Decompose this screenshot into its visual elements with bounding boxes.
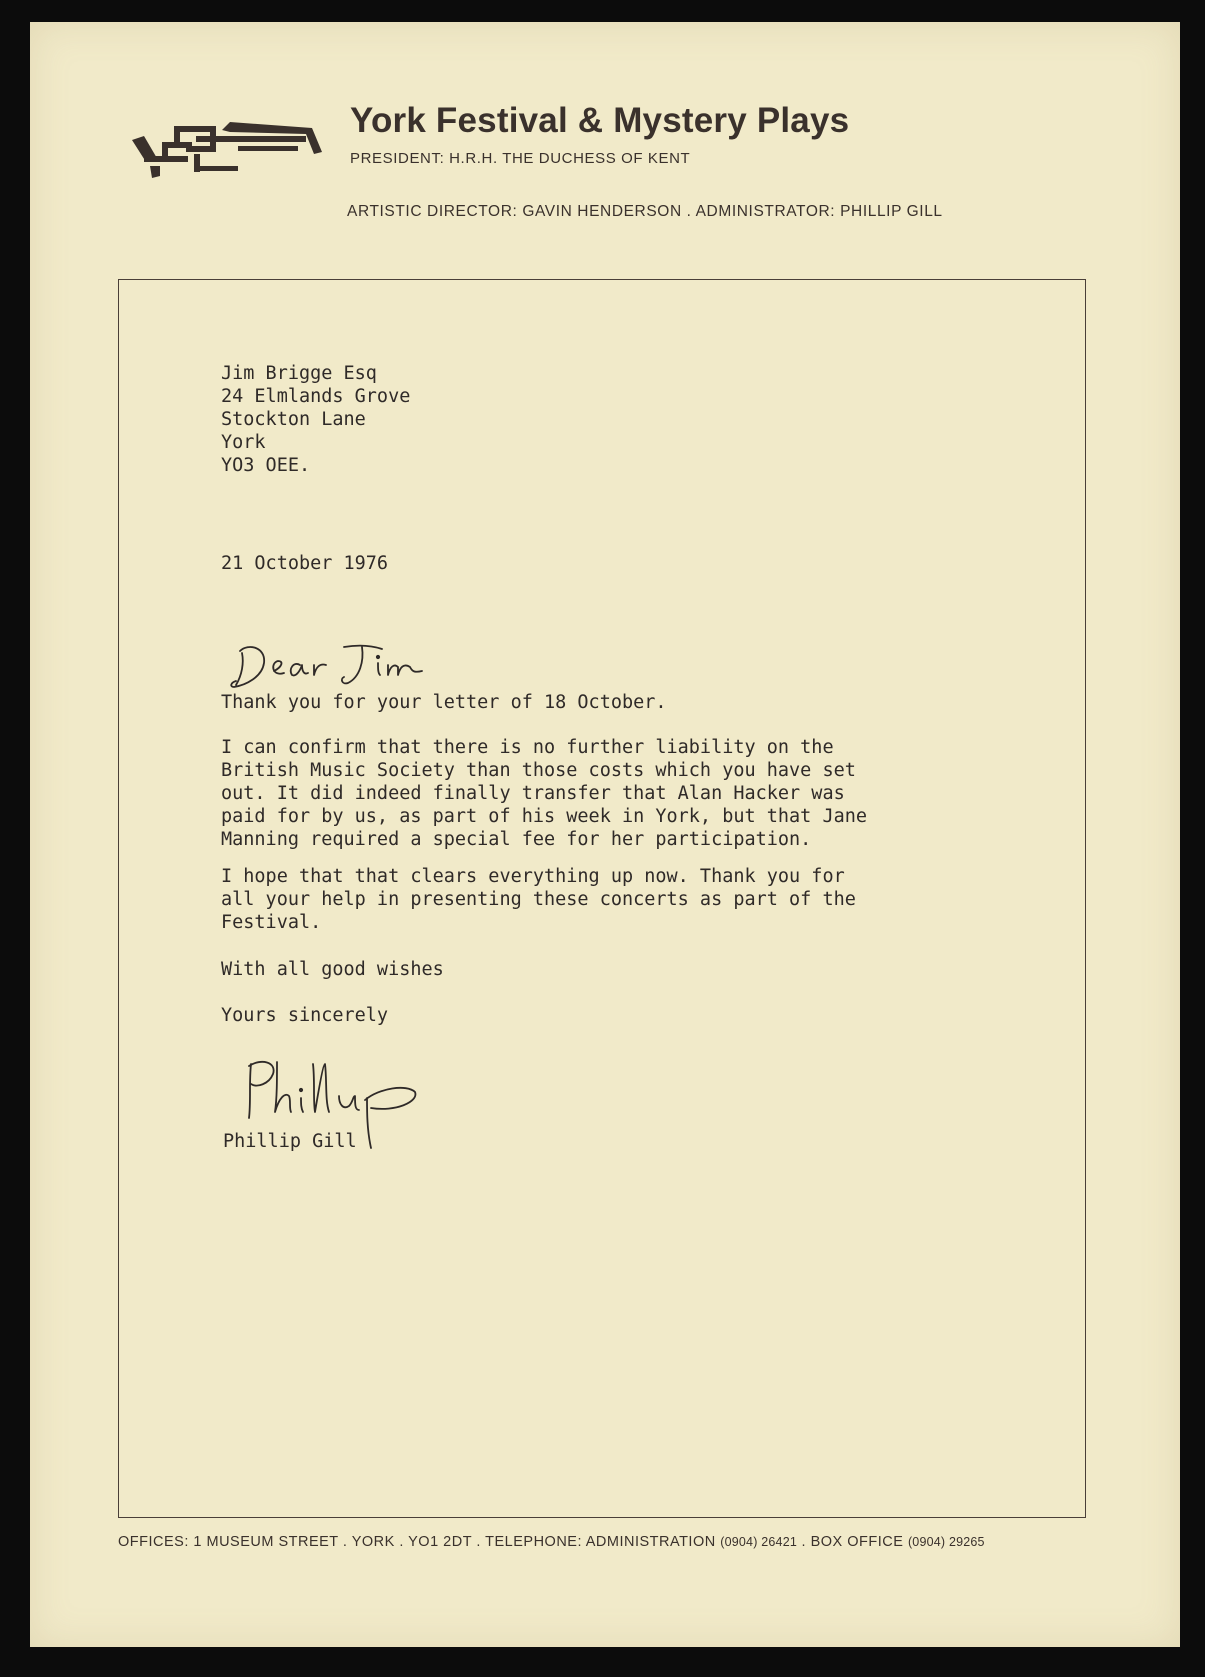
address-line: YO3 OEE. — [221, 455, 311, 476]
festival-logo — [126, 102, 326, 202]
address-line: York — [221, 432, 266, 453]
footer-box-office-phone: (0904) 29265 — [907, 1535, 985, 1549]
paragraph-liability: I can confirm that there is no further liability on the British Music Society than those costs which you have set out. It did indeed finally transfer that Alan Hacker was paid for by us, as part of his week in York, but that Jane Manning required a special fee for her participation. — [221, 737, 868, 850]
president-line: PRESIDENT: H.R.H. THE DUCHESS OF KENT — [350, 150, 691, 167]
paragraph-thanks: Thank you for your letter of 18 October. — [221, 692, 667, 713]
paragraph-closing: I hope that that clears everything up now. Thank you for all your help in presenting these concerts as part of the Festival. — [221, 866, 856, 933]
signatory-name: Phillip Gill — [223, 1131, 357, 1152]
valediction-sincerely: Yours sincerely — [221, 1005, 389, 1026]
footer-offices: OFFICES: 1 MUSEUM STREET . YORK . YO1 2DT . TELEPHONE: ADMINISTRATION — [118, 1534, 721, 1550]
letter-date: 21 October 1976 — [221, 553, 389, 574]
footer-contact — [118, 1534, 985, 1550]
footer-box-office-label: . BOX OFFICE — [797, 1534, 908, 1550]
handwritten-greeting — [226, 637, 436, 697]
footer-admin-phone: (0904) 26421 — [720, 1535, 797, 1549]
address-line: Jim Brigge Esq — [221, 363, 377, 384]
address-line: 24 Elmlands Grove — [221, 386, 411, 407]
organisation-title: York Festival & Mystery Plays — [350, 101, 850, 140]
valediction-wishes: With all good wishes — [221, 959, 444, 980]
letter-sheet — [30, 22, 1180, 1647]
recipient-address — [221, 362, 410, 477]
address-line: Stockton Lane — [221, 409, 366, 430]
directors-line: ARTISTIC DIRECTOR: GAVIN HENDERSON . ADMINISTRATOR: PHILLIP GILL — [347, 203, 943, 220]
